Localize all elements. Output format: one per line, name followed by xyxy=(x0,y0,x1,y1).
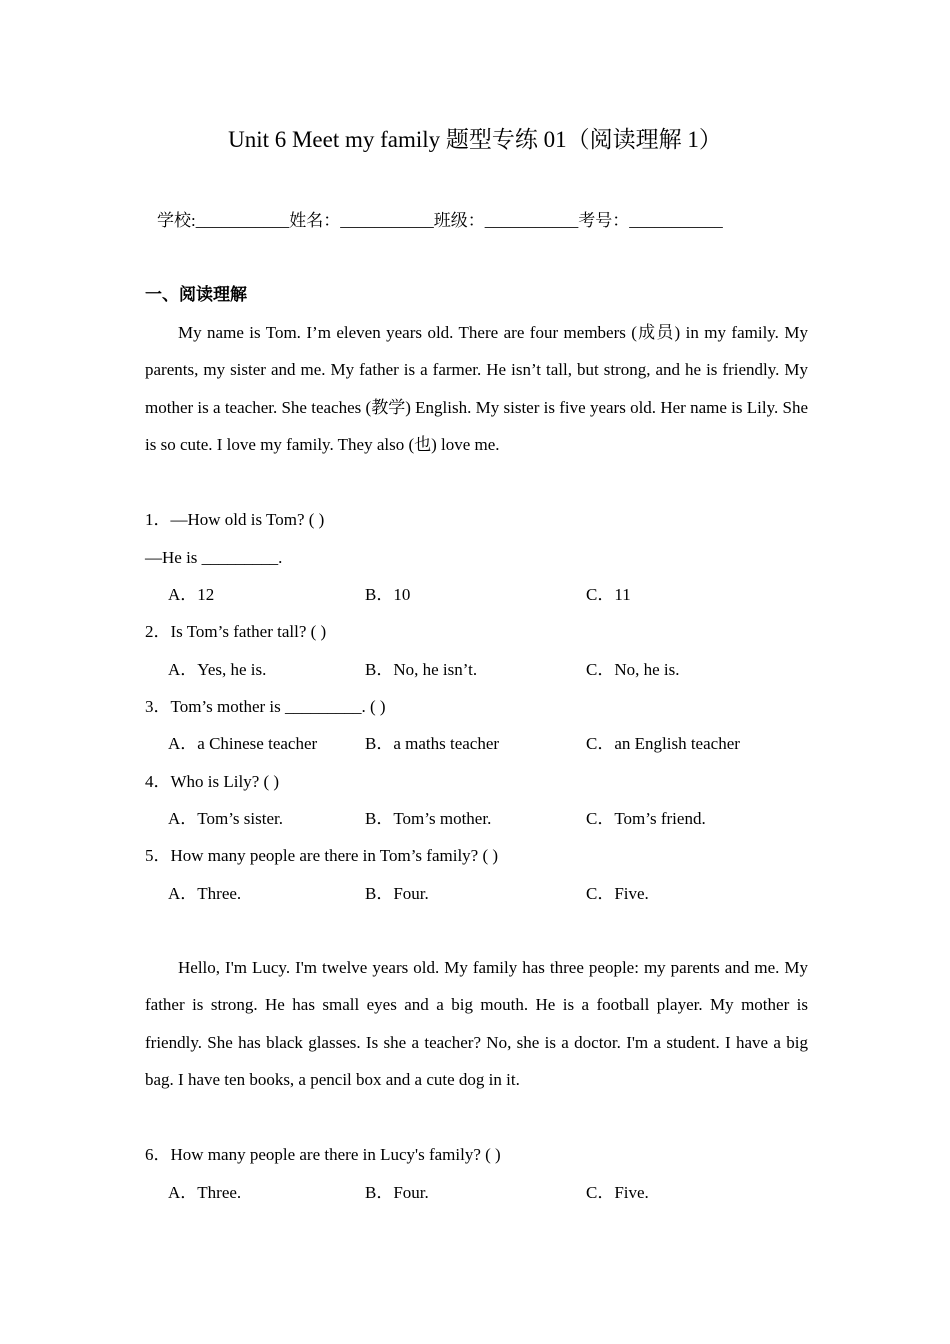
question-3-stem: 3．Tom’s mother is _________. ( ) xyxy=(145,697,386,716)
question-2-stem: 2．Is Tom’s father tall? ( ) xyxy=(145,622,327,641)
question-2-option-b: B．No, he isn’t. xyxy=(365,660,478,679)
question-1-stem: 1．—How old is Tom? ( ) xyxy=(145,510,325,529)
question-4-option-c: C．Tom’s friend. xyxy=(586,809,706,828)
question-4-option-a: A．Tom’s sister. xyxy=(168,809,283,828)
question-2-option-c: C．No, he is. xyxy=(586,660,680,679)
question-2-option-a: A．Yes, he is. xyxy=(168,660,267,679)
question-5-option-b: B．Four. xyxy=(365,884,429,903)
question-1-option-a: A．12 xyxy=(168,585,215,604)
student-info-line: 学校:___________姓名：___________班级：___________考号：___________ xyxy=(157,211,723,230)
question-3-option-b: B．a maths teacher xyxy=(365,734,500,753)
question-3-option-a: A．a Chinese teacher xyxy=(168,734,318,753)
question-5-option-c: C．Five. xyxy=(586,884,649,903)
question-4-option-b: B．Tom’s mother. xyxy=(365,809,492,828)
question-6-option-c: C．Five. xyxy=(586,1183,649,1202)
passage-2: Hello, I'm Lucy. I'm twelve years old. My family has three people: my parents and me. My father is strong. He has small eyes and a big mouth. He is a football player. My mother is friendly. She has black glasses. Is she a teacher? No, she is a doctor. I'm a student. I have a big bag. I have ten books, a pencil box and a cute dog in it. xyxy=(145,958,808,1089)
question-1-option-c: C．11 xyxy=(586,585,631,604)
question-6-stem: 6．How many people are there in Lucy's family? ( ) xyxy=(145,1145,501,1164)
question-5-stem: 5．How many people are there in Tom’s family? ( ) xyxy=(145,846,499,865)
passage-1: My name is Tom. I’m eleven years old. There are four members (成员) in my family. My parents, my sister and me. My father is a farmer. He isn’t tall, but strong, and he is friendly. My mother is a teacher. She teaches (教学) English. My sister is five years old. Her name is Lily. She is so cute. I love my family. They also (也) love me. xyxy=(145,323,808,454)
question-6-option-b: B．Four. xyxy=(365,1183,429,1202)
question-5-option-a: A．Three. xyxy=(168,884,242,903)
document-title: Unit 6 Meet my family 题型专练 01（阅读理解 1） xyxy=(228,127,722,152)
question-3-option-c: C．an English teacher xyxy=(586,734,740,753)
question-4-stem: 4．Who is Lily? ( ) xyxy=(145,772,280,791)
section-heading: 一、阅读理解 xyxy=(145,285,247,305)
question-1-option-b: B．10 xyxy=(365,585,411,604)
question-1-answer-blank: —He is _________. xyxy=(145,548,283,567)
question-6-option-a: A．Three. xyxy=(168,1183,242,1202)
